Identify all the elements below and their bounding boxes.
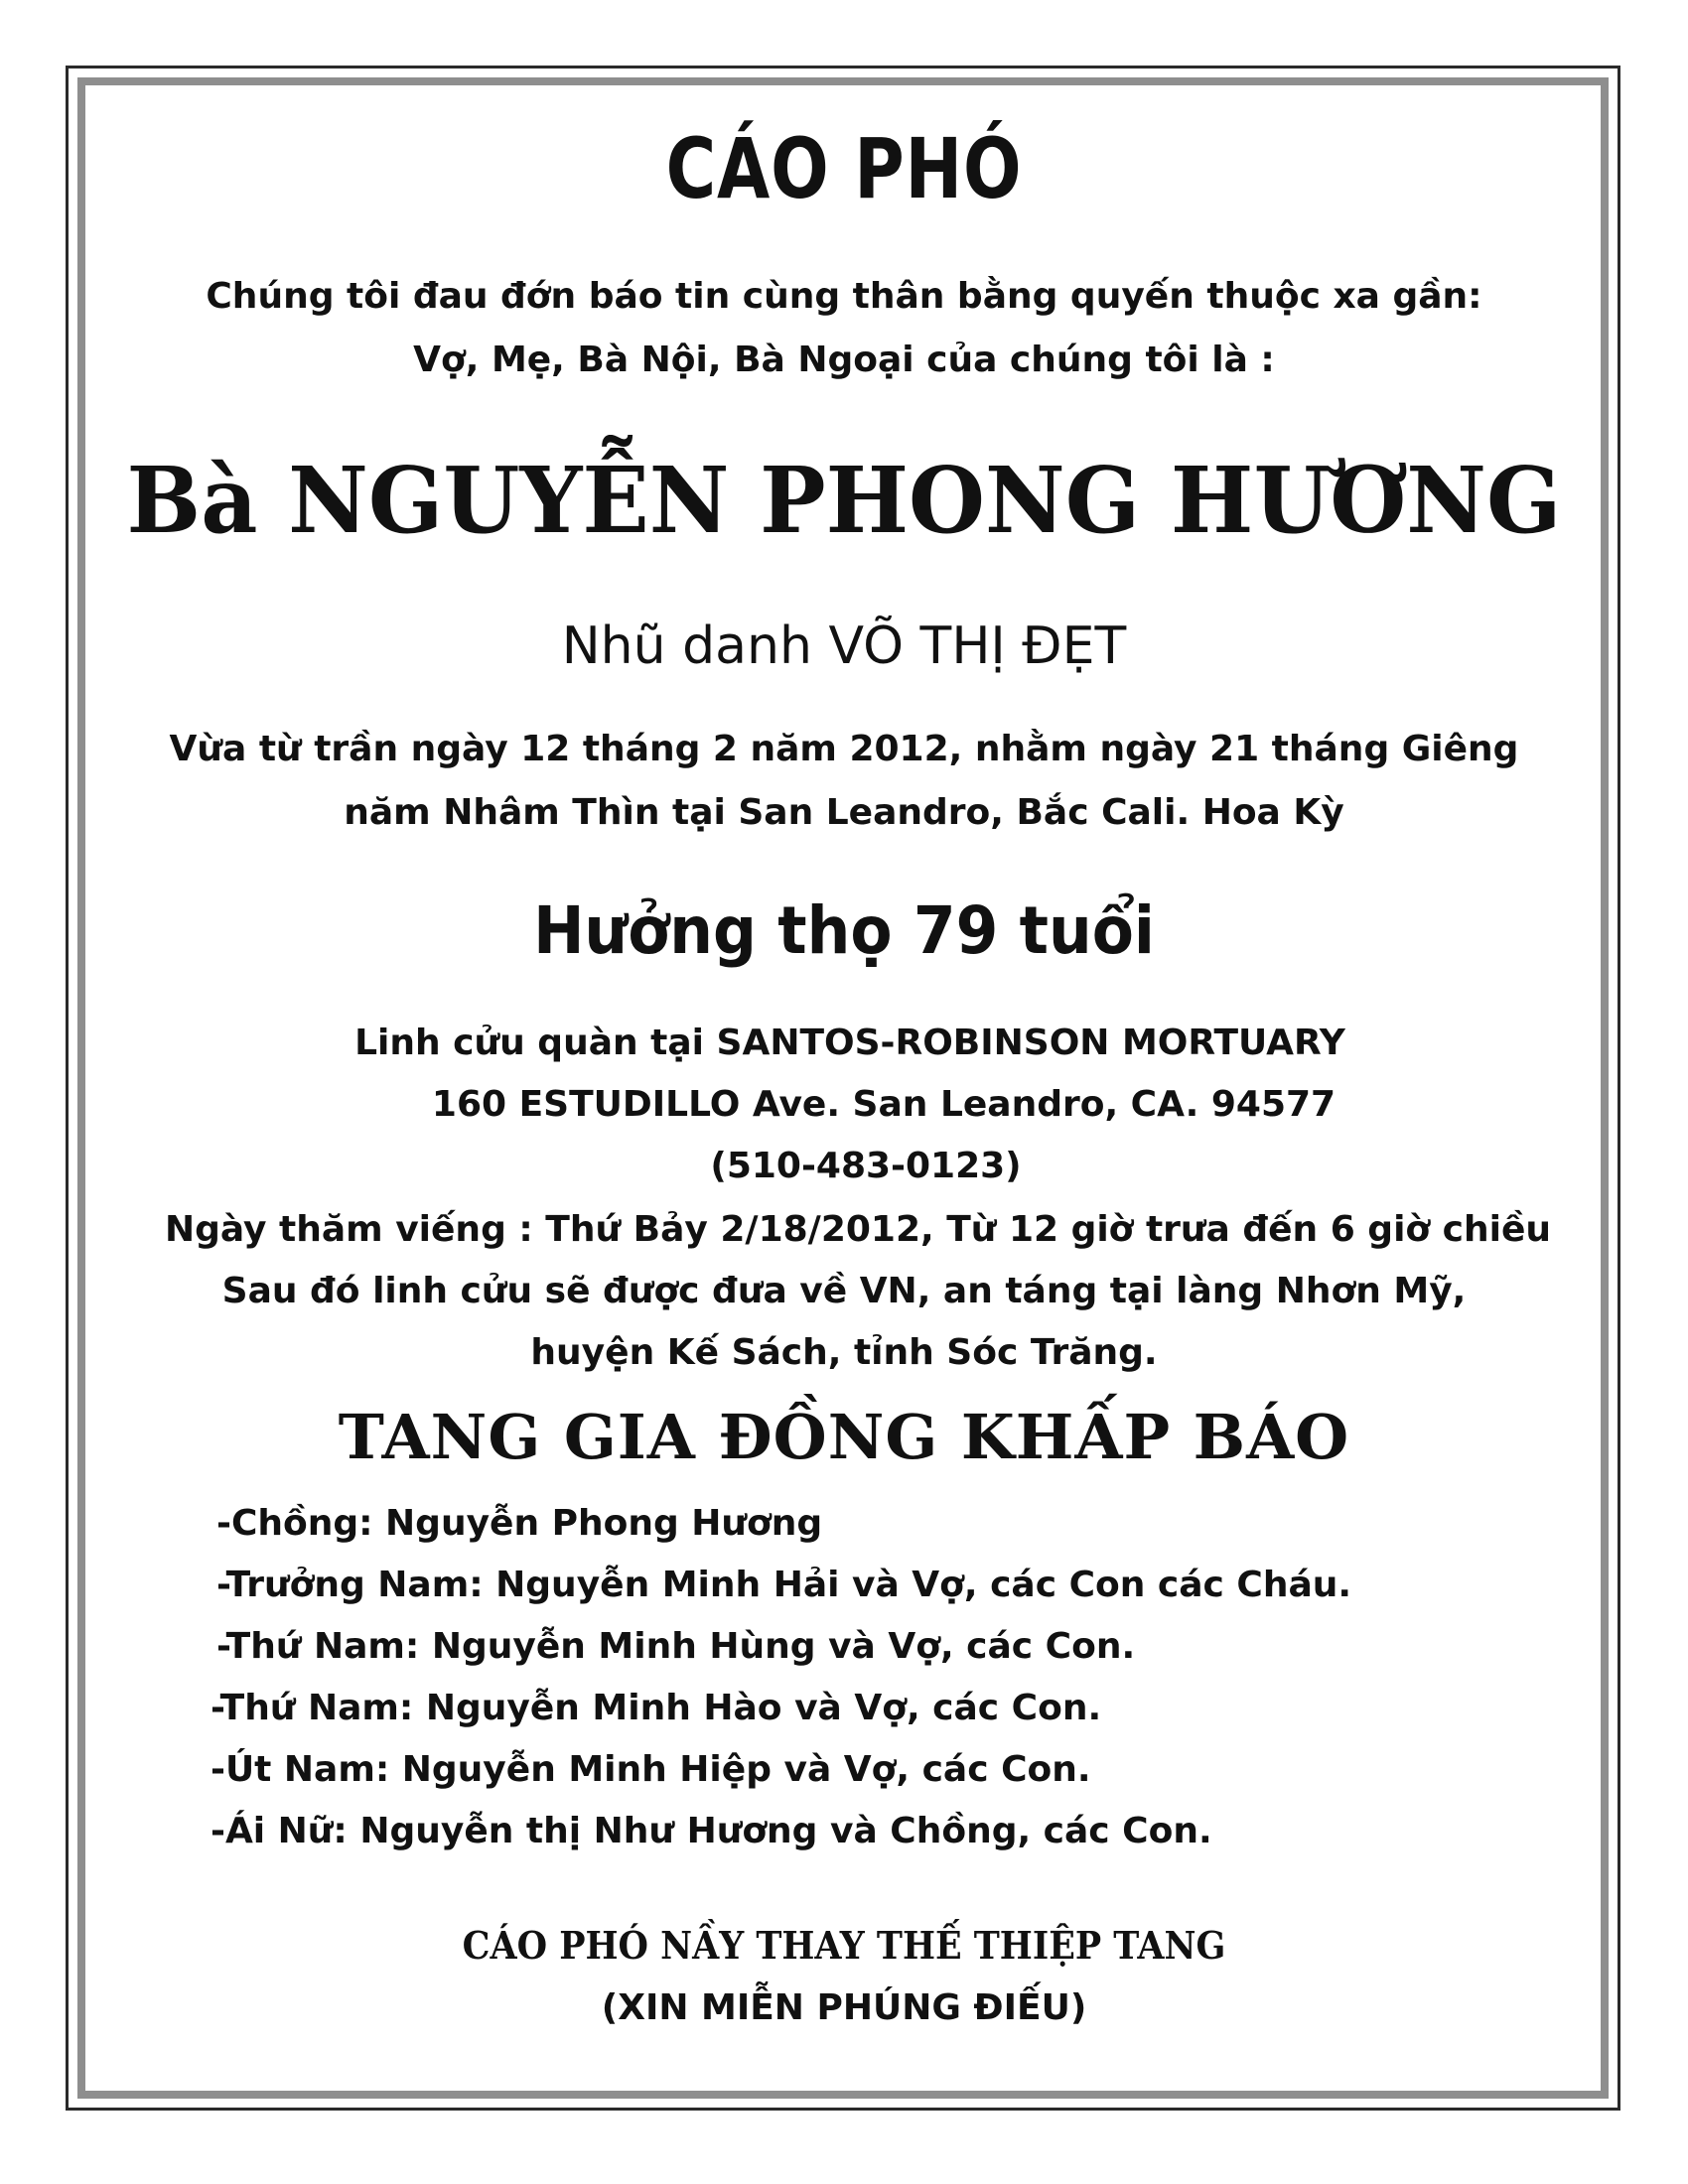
closing-note: (XIN MIỄN PHÚNG ĐIẾU) [601,1987,1087,2028]
funeral-address-line: 160 ESTUDILLO Ave. San Leandro, CA. 94577 [431,1084,1336,1125]
family-member-list [211,1493,1351,1862]
passing-line-1: Vừa từ trần ngày 12 tháng 2 năm 2012, nhằm ngày 21 tháng Giêng [169,729,1519,769]
age-line: Hưởng thọ 79 tuổi [533,892,1155,969]
visitation-line: Ngày thăm viếng : Thứ Bảy 2/18/2012, Từ 12 giờ trưa đến 6 giờ chiều [164,1209,1552,1250]
maiden-name: Nhũ danh VÕ THỊ ĐẸT [561,616,1127,676]
passing-line-2: năm Nhâm Thìn tại San Leandro, Bắc Cali. Hoa Kỳ [344,792,1344,833]
intro-line-1: Chúng tôi đau đớn báo tin cùng thân bằng quyến thuộc xa gần: [206,276,1482,317]
funeral-phone-line: (510-483-0123) [710,1146,1022,1186]
notice-title: CÁO PHÓ [665,120,1023,217]
list-item: -Thứ Nam: Nguyễn Minh Hào và Vợ, các Con. [211,1688,1102,1728]
deceased-name: Bà NGUYỄN PHONG HƯƠNG [126,447,1562,554]
list-item: -Ái Nữ: Nguyễn thị Như Hương và Chồng, các Con. [211,1811,1212,1851]
list-item: -Út Nam: Nguyễn Minh Hiệp và Vợ, các Con. [211,1749,1091,1790]
list-item: -Trưởng Nam: Nguyễn Minh Hải và Vợ, các Con các Cháu. [216,1565,1352,1605]
funeral-home-line: Linh cửu quàn tại SANTOS-ROBINSON MORTUARY [354,1023,1345,1063]
burial-line-2: huyện Kế Sách, tỉnh Sóc Trăng. [530,1332,1158,1373]
burial-line-1: Sau đó linh cửu sẽ được đưa về VN, an táng tại làng Nhơn Mỹ, [221,1271,1467,1311]
closing-line: CÁO PHÓ NẦY THAY THẾ THIỆP TANG [462,1923,1226,1968]
list-item: -Chồng: Nguyễn Phong Hương [216,1503,823,1544]
intro-line-2: Vợ, Mẹ, Bà Nội, Bà Ngoại của chúng tôi là : [413,340,1275,380]
family-title: TANG GIA ĐỒNG KHẤP BÁO [338,1401,1350,1473]
list-item: -Thứ Nam: Nguyễn Minh Hùng và Vợ, các Con. [216,1626,1136,1667]
